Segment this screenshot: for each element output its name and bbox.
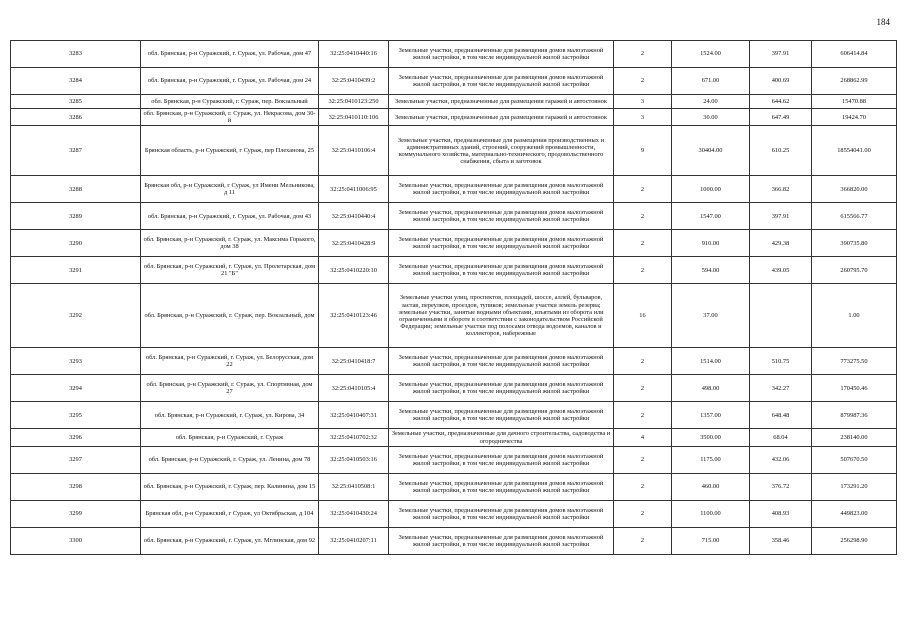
group-cell: 2: [614, 375, 672, 402]
land-use-cell: Земельные участки, предназначенные для размещения домов малоэтажной жилой застройки, в том числе индивидуальной жилой застройки: [389, 203, 614, 230]
cadastral-number-cell: 32:25:0410428:9: [319, 230, 389, 257]
cadastral-value-cell: 256298.90: [812, 527, 897, 554]
row-number: 3294: [11, 375, 141, 402]
land-use-cell: Земельные участки, предназначенные для дачного строительства, садоводства и огородничества: [389, 429, 614, 446]
land-use-cell: Земельные участки, предназначенные для размещения домов малоэтажной жилой застройки, в том числе индивидуальной жилой застройки: [389, 473, 614, 500]
area-cell: 910.00: [672, 230, 750, 257]
land-use-cell: Земельные участки, предназначенные для размещения домов малоэтажной жилой застройки, в том числе индивидуальной жилой застройки: [389, 68, 614, 95]
area-cell: 1547.00: [672, 203, 750, 230]
land-use-cell: Земельные участки, предназначенные для размещения домов малоэтажной жилой застройки, в том числе индивидуальной жилой застройки: [389, 402, 614, 429]
area-cell: 1000.00: [672, 176, 750, 203]
address-cell: обл. Брянская, р-н Суражский, г. Сураж, пер. Калинина, дом 15: [141, 473, 319, 500]
land-use-cell: Земельные участки улиц, проспектов, площадей, шоссе, аллей, бульваров, застав, переулков, проездов, тупиков; земельные участки земель резерва; земельные участки, занятые водными объектами, изъятыми из оборота или ограниченными в обороте в соответствии с законодательством Российской Федерации; земельные участки под полосами отвода водоемов, каналов и коллекторов, набережные: [389, 284, 614, 348]
area-cell: 1524.00: [672, 41, 750, 68]
specific-value-cell: 408.93: [750, 500, 812, 527]
group-cell: 2: [614, 41, 672, 68]
cadastral-number-cell: 32:25:0410430:24: [319, 500, 389, 527]
table-row: [11, 176, 897, 203]
row-number: 3291: [11, 257, 141, 284]
table-row: [11, 375, 897, 402]
group-cell: 2: [614, 176, 672, 203]
address-cell: обл. Брянская, р-н Суражский, г. Сураж, ул. Кирова, 34: [141, 402, 319, 429]
cadastral-number-cell: 32:25:0410508:1: [319, 473, 389, 500]
group-cell: 2: [614, 68, 672, 95]
address-cell: обл. Брянская, р-н Суражский, г. Сураж, ул. Рабочая, дом 43: [141, 203, 319, 230]
area-cell: 460.00: [672, 473, 750, 500]
area-cell: 30404.00: [672, 126, 750, 176]
specific-value-cell: 397.91: [750, 41, 812, 68]
cadastral-value-table: [10, 40, 897, 555]
row-number: 3299: [11, 500, 141, 527]
specific-value-cell: 647.49: [750, 109, 812, 126]
row-number: 3292: [11, 284, 141, 348]
land-use-cell: Земельные участки, предназначенные для размещения домов малоэтажной жилой застройки, в том числе индивидуальной жилой застройки: [389, 257, 614, 284]
table-row: [11, 473, 897, 500]
specific-value-cell: 648.48: [750, 402, 812, 429]
specific-value-cell: 366.82: [750, 176, 812, 203]
specific-value-cell: 432.06: [750, 446, 812, 473]
group-cell: 2: [614, 203, 672, 230]
group-cell: 2: [614, 230, 672, 257]
row-number: 3296: [11, 429, 141, 446]
specific-value-cell: 429.38: [750, 230, 812, 257]
table-row: [11, 230, 897, 257]
land-use-cell: Земельные участки, предназначенные для размещения домов малоэтажной жилой застройки, в том числе индивидуальной жилой застройки: [389, 41, 614, 68]
area-cell: 498.00: [672, 375, 750, 402]
land-use-cell: Земельные участки, предназначенные для размещения домов малоэтажной жилой застройки, в том числе индивидуальной жилой застройки: [389, 348, 614, 375]
land-use-cell: Земельные участки, предназначенные для размещения домов малоэтажной жилой застройки, в том числе индивидуальной жилой застройки: [389, 446, 614, 473]
specific-value-cell: 358.46: [750, 527, 812, 554]
table-row: [11, 68, 897, 95]
table-row: [11, 126, 897, 176]
table-row: [11, 527, 897, 554]
cadastral-value-cell: 170450.46: [812, 375, 897, 402]
cadastral-number-cell: 32:25:0410105:4: [319, 375, 389, 402]
cadastral-number-cell: 32:25:0410440:16: [319, 41, 389, 68]
area-cell: 37.00: [672, 284, 750, 348]
land-use-cell: Земельные участки, предназначенные для размещения домов малоэтажной жилой застройки, в том числе индивидуальной жилой застройки: [389, 375, 614, 402]
land-use-cell: Земельные участки, предназначенные для размещения гаражей и автостоянок: [389, 95, 614, 109]
address-cell: обл. Брянская, р-н Суражский, г. Сураж, ул. Белорусская, дом 22: [141, 348, 319, 375]
cadastral-number-cell: 32:25:0410407:31: [319, 402, 389, 429]
row-number: 3287: [11, 126, 141, 176]
table-body: [11, 41, 897, 555]
table-row: [11, 429, 897, 446]
cadastral-value-cell: 260795.70: [812, 257, 897, 284]
address-cell: Брянская область, р-н Суражский, г Сураж, пер Плеханова, 25: [141, 126, 319, 176]
cadastral-number-cell: 32:25:0410440:4: [319, 203, 389, 230]
row-number: 3283: [11, 41, 141, 68]
table-row: [11, 257, 897, 284]
land-use-cell: Земельные участки, предназначенные для размещения гаражей и автостоянок: [389, 109, 614, 126]
address-cell: обл. Брянская, р-н Суражский, г. Сураж, пер. Вокзальный: [141, 95, 319, 109]
area-cell: 1514.00: [672, 348, 750, 375]
address-cell: обл. Брянская, р-н Суражский, г. Сураж, ул. Пролетарская, дом 21 "Б": [141, 257, 319, 284]
specific-value-cell: 400.69: [750, 68, 812, 95]
cadastral-value-cell: 268862.99: [812, 68, 897, 95]
table-row: [11, 446, 897, 473]
table-row: [11, 203, 897, 230]
row-number: 3300: [11, 527, 141, 554]
area-cell: 30.00: [672, 109, 750, 126]
table-row: [11, 109, 897, 126]
specific-value-cell: 510.75: [750, 348, 812, 375]
specific-value-cell: 68.04: [750, 429, 812, 446]
table-row: [11, 95, 897, 109]
address-cell: обл. Брянская, р-н Суражский, г. Сураж, ул. Некрасова, дом 30-й: [141, 109, 319, 126]
row-number: 3286: [11, 109, 141, 126]
cadastral-number-cell: 32:25:0410207:11: [319, 527, 389, 554]
row-number: 3295: [11, 402, 141, 429]
group-cell: 2: [614, 527, 672, 554]
cadastral-number-cell: 32:25:0410439:2: [319, 68, 389, 95]
group-cell: 3: [614, 109, 672, 126]
specific-value-cell: 397.91: [750, 203, 812, 230]
cadastral-value-cell: 390735.80: [812, 230, 897, 257]
page-number: 184: [876, 17, 890, 27]
address-cell: Брянская обл, р-н Суражский, г Сураж, ул Октябрьская, д 104: [141, 500, 319, 527]
row-number: 3284: [11, 68, 141, 95]
cadastral-value-cell: 238140.00: [812, 429, 897, 446]
cadastral-value-cell: 19424.70: [812, 109, 897, 126]
specific-value-cell: 376.72: [750, 473, 812, 500]
cadastral-value-cell: 173291.20: [812, 473, 897, 500]
land-use-cell: Земельные участки, предназначенные для размещения производственных и административных зданий, строений, сооружений промышленности, коммунального хозяйства, материально-технического, продовольственного снабжения, сбыта и заготовок: [389, 126, 614, 176]
specific-value-cell: 342.27: [750, 375, 812, 402]
cadastral-value-cell: 773275.50: [812, 348, 897, 375]
land-use-cell: Земельные участки, предназначенные для размещения домов малоэтажной жилой застройки, в том числе индивидуальной жилой застройки: [389, 176, 614, 203]
area-cell: 1175.00: [672, 446, 750, 473]
table-row: [11, 402, 897, 429]
cadastral-number-cell: 32:25:0411006:95: [319, 176, 389, 203]
cadastral-number-cell: 32:25:0410220:10: [319, 257, 389, 284]
address-cell: обл. Брянская, р-н Суражский, г. Сураж, ул. Мглинская, дом 92: [141, 527, 319, 554]
cadastral-number-cell: 32:25:0410418:7: [319, 348, 389, 375]
area-cell: 715.00: [672, 527, 750, 554]
cadastral-value-cell: 18554041.00: [812, 126, 897, 176]
row-number: 3289: [11, 203, 141, 230]
cadastral-number-cell: 32:25:0410106:4: [319, 126, 389, 176]
group-cell: 16: [614, 284, 672, 348]
group-cell: 2: [614, 402, 672, 429]
land-use-cell: Земельные участки, предназначенные для размещения домов малоэтажной жилой застройки, в том числе индивидуальной жилой застройки: [389, 527, 614, 554]
cadastral-number-cell: 32:25:0410123:46: [319, 284, 389, 348]
area-cell: 671.00: [672, 68, 750, 95]
cadastral-number-cell: 32:25:0410702:32: [319, 429, 389, 446]
address-cell: Брянская обл, р-н Суражский, г Сураж, ул Имени Мельникова, д 11: [141, 176, 319, 203]
group-cell: 9: [614, 126, 672, 176]
specific-value-cell: 644.62: [750, 95, 812, 109]
cadastral-value-cell: 15470.88: [812, 95, 897, 109]
cadastral-value-cell: 507670.50: [812, 446, 897, 473]
cadastral-value-cell: 615566.77: [812, 203, 897, 230]
cadastral-value-cell: 449823.00: [812, 500, 897, 527]
address-cell: обл. Брянская, р-н Суражский, г. Сураж, пер. Вокзальный, дом: [141, 284, 319, 348]
address-cell: обл. Брянская, р-н Суражский, г. Сураж, ул. Максима Горького, дом 38: [141, 230, 319, 257]
group-cell: 4: [614, 429, 672, 446]
row-number: 3298: [11, 473, 141, 500]
cadastral-value-cell: 1.00: [812, 284, 897, 348]
cadastral-number-cell: 32:25:0410110:106: [319, 109, 389, 126]
address-cell: обл. Брянская, р-н Суражский, г. Сураж, ул. Спортивная, дом 27: [141, 375, 319, 402]
area-cell: 3500.00: [672, 429, 750, 446]
group-cell: 2: [614, 500, 672, 527]
area-cell: 1357.00: [672, 402, 750, 429]
specific-value-cell: [750, 284, 812, 348]
group-cell: 2: [614, 257, 672, 284]
land-use-cell: Земельные участки, предназначенные для размещения домов малоэтажной жилой застройки, в том числе индивидуальной жилой застройки: [389, 500, 614, 527]
area-cell: 594.00: [672, 257, 750, 284]
land-use-cell: Земельные участки, предназначенные для размещения домов малоэтажной жилой застройки, в том числе индивидуальной жилой застройки: [389, 230, 614, 257]
row-number: 3290: [11, 230, 141, 257]
area-cell: 24.00: [672, 95, 750, 109]
row-number: 3297: [11, 446, 141, 473]
cadastral-number-cell: 32:25:0410123:250: [319, 95, 389, 109]
table-row: [11, 500, 897, 527]
specific-value-cell: 610.25: [750, 126, 812, 176]
table-row: [11, 284, 897, 348]
group-cell: 2: [614, 473, 672, 500]
address-cell: обл. Брянская, р-н Суражский, г. Сураж: [141, 429, 319, 446]
address-cell: обл. Брянская, р-н Суражский, г. Сураж, ул. Рабочая, дом 47: [141, 41, 319, 68]
address-cell: обл. Брянская, р-н Суражский, г. Сураж, ул. Рабочая, дом 24: [141, 68, 319, 95]
row-number: 3288: [11, 176, 141, 203]
table-row: [11, 41, 897, 68]
group-cell: 2: [614, 348, 672, 375]
group-cell: 2: [614, 446, 672, 473]
table-row: [11, 348, 897, 375]
cadastral-value-cell: 366820.00: [812, 176, 897, 203]
cadastral-number-cell: 32:25:0410503:16: [319, 446, 389, 473]
cadastral-value-cell: 606414.84: [812, 41, 897, 68]
row-number: 3293: [11, 348, 141, 375]
group-cell: 3: [614, 95, 672, 109]
address-cell: обл. Брянская, р-н Суражский, г. Сураж, ул. Ленина, дом 78: [141, 446, 319, 473]
cadastral-value-cell: 879987.36: [812, 402, 897, 429]
row-number: 3285: [11, 95, 141, 109]
area-cell: 1100.00: [672, 500, 750, 527]
specific-value-cell: 439.05: [750, 257, 812, 284]
